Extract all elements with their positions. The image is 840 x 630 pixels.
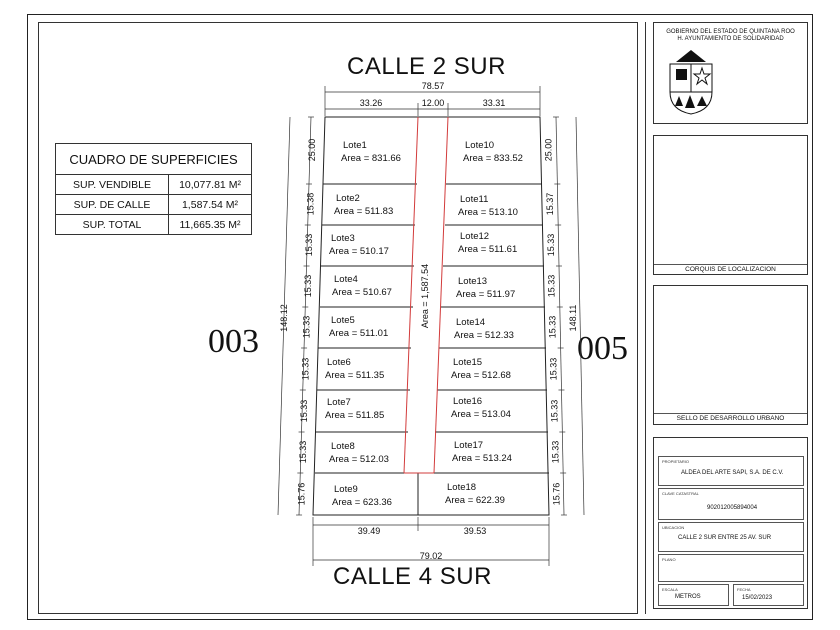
coat-of-arms-icon	[666, 48, 716, 116]
lot-area: Area = 512.33	[454, 330, 514, 341]
scale-value: METROS	[675, 594, 701, 600]
lot-area: Area = 511.35	[325, 370, 385, 381]
cadastral-value: 902012005894004	[707, 505, 758, 511]
dimension-bottom-right: 39.53	[463, 526, 487, 536]
west-segment-dimension: 15.33	[302, 274, 313, 298]
lot-name: Lote18	[447, 482, 477, 493]
scale-label: ESCALA	[662, 587, 678, 592]
street-south-label: CALLE 4 SUR	[333, 563, 492, 590]
lot-area: Area = 510.17	[329, 246, 389, 257]
government-name: GOBIERNO DEL ESTADO DE QUINTANA ROO	[666, 29, 795, 35]
dimension-west-total: 148.12	[279, 304, 289, 332]
lot-name: Lote11	[460, 194, 489, 205]
lot-name: Lote17	[454, 440, 484, 451]
east-segment-dimension: 25.00	[543, 138, 554, 162]
dimension-bottom-left: 39.49	[357, 526, 381, 536]
surface-value: 10,077.81 M²	[169, 175, 252, 195]
date-label: FECHA	[737, 587, 751, 592]
east-segment-dimension: 15.33	[546, 274, 557, 298]
internal-street-east-edge	[434, 117, 448, 473]
location-sketch-caption: CORQUIS DE LOCALIZACION	[685, 266, 776, 273]
lot-name: Lote7	[327, 397, 351, 408]
lot-name: Lote10	[465, 140, 495, 151]
plan-field	[658, 554, 804, 582]
east-segment-dimension: 15.33	[550, 440, 561, 464]
west-segment-dimension: 15.33	[304, 233, 315, 257]
dimension-top-total: 78.57	[421, 81, 445, 91]
east-segment-dimension: 15.33	[548, 357, 559, 381]
lot-area: Area = 623.36	[332, 497, 392, 508]
street-north-label: CALLE 2 SUR	[347, 53, 506, 80]
lot-area: Area = 622.39	[445, 495, 505, 506]
scale-field	[658, 584, 729, 606]
lot-name: Lote4	[334, 274, 358, 285]
east-segment-dimension: 15.33	[545, 233, 556, 257]
lot-name: Lote16	[453, 396, 483, 407]
lot-name: Lote1	[343, 140, 367, 151]
surface-value: 11,665.35 M²	[169, 215, 252, 235]
lot-area: Area = 511.01	[329, 328, 389, 339]
lot-area: Area = 512.68	[451, 370, 511, 381]
surface-label: SUP. DE CALLE	[56, 195, 169, 215]
lot-area: Area = 511.61	[458, 244, 518, 255]
lot-name: Lote13	[458, 276, 488, 287]
dimension-top-right: 33.31	[482, 98, 506, 108]
location-value: CALLE 2 SUR ENTRE 25 AV. SUR	[678, 535, 772, 541]
location-field	[658, 522, 804, 552]
internal-street-west-edge	[404, 117, 418, 473]
east-segment-dimension: 15.33	[547, 315, 558, 339]
plan-label: PLANO	[662, 557, 676, 562]
surface-label: SUP. VENDIBLE	[56, 175, 169, 195]
lot-area: Area = 511.85	[325, 410, 385, 421]
block-east-label: 005	[577, 330, 628, 367]
east-segment-dimension: 15.76	[551, 482, 562, 506]
lot-name: Lote2	[336, 193, 360, 204]
west-segment-dimension: 15.33	[299, 399, 310, 423]
lot-area: Area = 833.52	[463, 153, 523, 164]
title-header-box	[653, 22, 808, 124]
west-segment-dimension: 15.33	[301, 315, 312, 339]
owner-value: ALDEA DEL ARTE SAPI, S.A. DE C.V.	[681, 470, 784, 476]
date-field	[733, 584, 804, 606]
dimension-east-total: 148.11	[568, 304, 578, 332]
lot-name: Lote6	[327, 357, 351, 368]
lot-name: Lote5	[331, 315, 355, 326]
block-west-label: 003	[208, 323, 259, 360]
west-segment-dimension: 15.76	[296, 482, 307, 506]
owner-label: PROPIETARIO	[662, 459, 690, 464]
dimension-top-street: 12.00	[421, 98, 445, 108]
surface-value: 1,587.54 M²	[169, 195, 252, 215]
east-segment-dimension: 15.37	[544, 192, 555, 216]
lot-area: Area = 512.03	[329, 454, 389, 465]
cadastral-field	[658, 488, 804, 520]
municipality-name: H. AYUNTAMIENTO DE SOLIDARIDAD	[677, 36, 784, 42]
lot-area: Area = 511.83	[334, 206, 394, 217]
west-segment-dimension: 25.00	[307, 138, 317, 162]
east-segment-dimension: 15.33	[549, 399, 560, 423]
west-segment-dimension: 15.33	[300, 357, 311, 381]
title-data-box	[653, 437, 808, 609]
lot-area: Area = 831.66	[341, 153, 401, 164]
lot-area: Area = 513.24	[452, 453, 512, 464]
dimension-top-left: 33.26	[359, 98, 383, 108]
lot-area: Area = 513.10	[458, 207, 518, 218]
lot-name: Lote14	[456, 317, 486, 328]
location-sketch-box	[653, 135, 808, 275]
lot-name: Lote15	[453, 357, 483, 368]
west-segment-dimension: 15.33	[297, 440, 308, 464]
owner-field	[658, 456, 804, 486]
lot-name: Lote9	[334, 484, 358, 495]
lot-area: Area = 513.04	[451, 409, 511, 420]
west-segment-dimension: 15.38	[305, 192, 316, 216]
surface-table-title: CUADRO DE SUPERFICIES	[56, 144, 252, 175]
location-label: UBICACION	[662, 525, 685, 530]
cadastral-label: CLAVE CATASTRAL	[662, 491, 699, 496]
street-area-label: Area = 1,587.54	[420, 263, 430, 329]
lot-name: Lote8	[331, 441, 355, 452]
lot-name: Lote3	[331, 233, 355, 244]
surface-label: SUP. TOTAL	[56, 215, 169, 235]
lot-area: Area = 511.97	[456, 289, 516, 300]
urban-seal-caption: SELLO DE DESARROLLO URBANO	[676, 415, 785, 422]
lot-name: Lote12	[460, 231, 490, 242]
lot-area: Area = 510.67	[332, 287, 392, 298]
date-value: 15/02/2023	[742, 595, 773, 601]
urban-seal-box	[653, 285, 808, 425]
dimension-bottom-total: 79.02	[419, 551, 443, 561]
